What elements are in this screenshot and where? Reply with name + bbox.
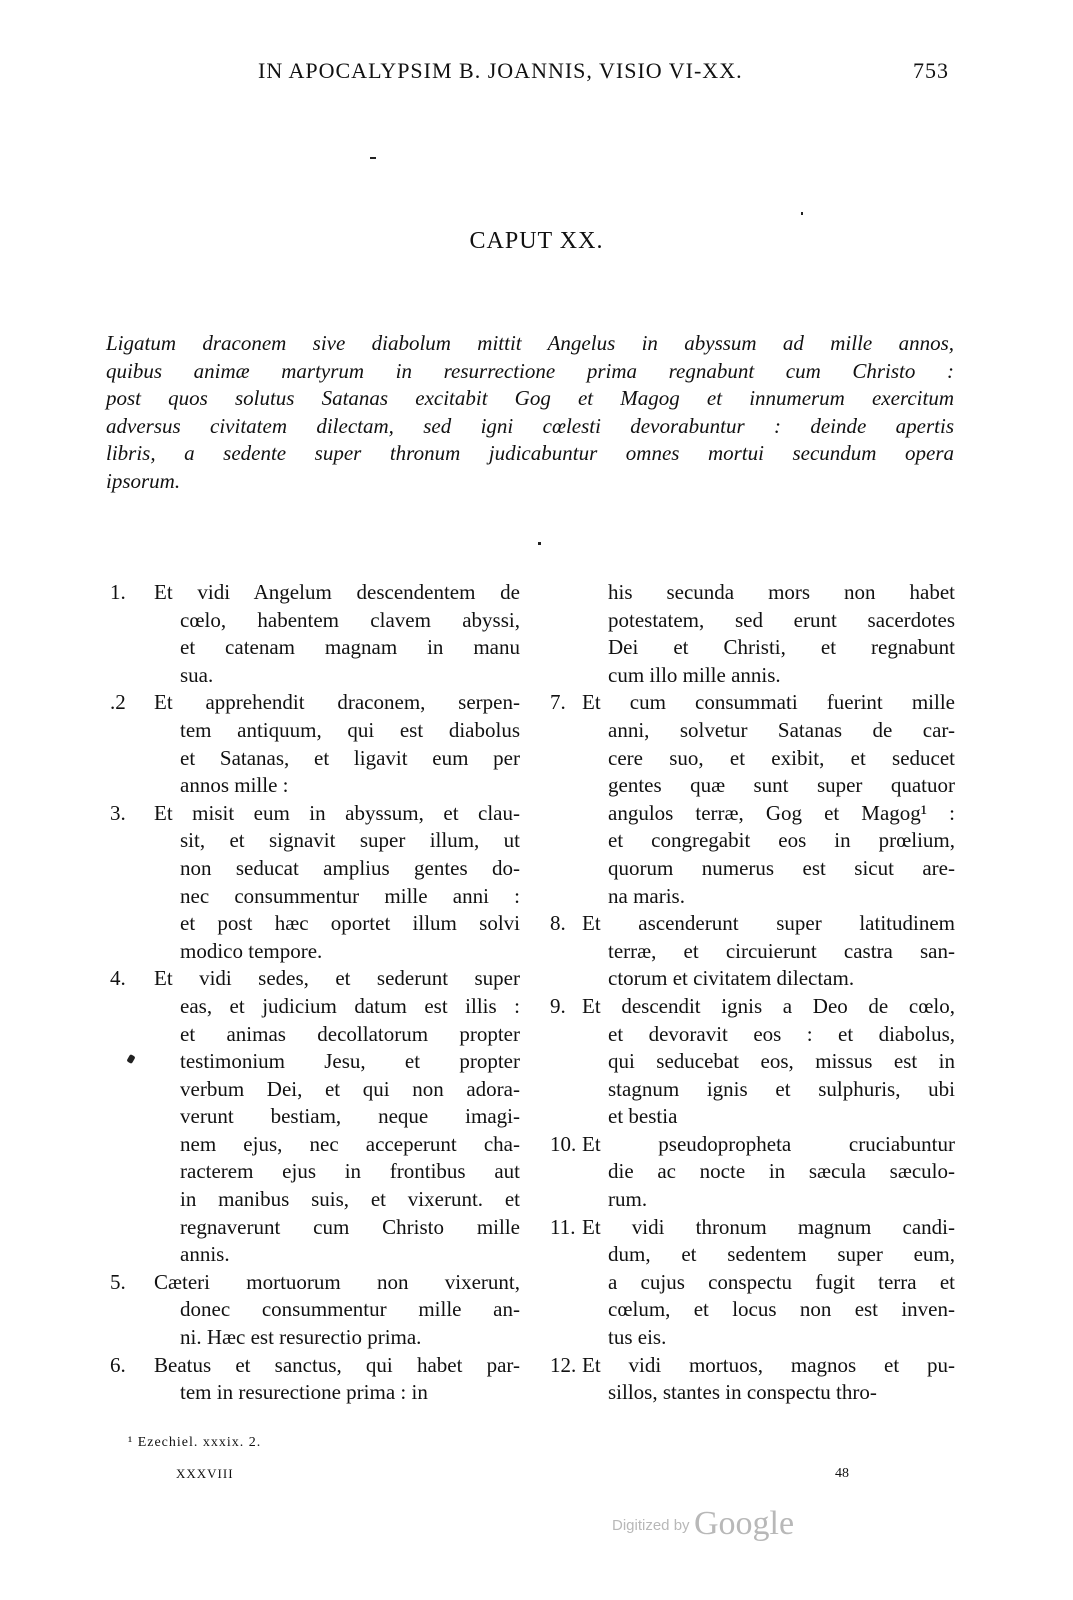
verse-line: nem ejus, nec acceperunt cha- [180,1131,520,1156]
verse-line: ni. Hæc est resurectio prima. [180,1325,422,1350]
verse-line: Et ascenderunt super latitudinem [582,911,955,936]
verse-number: 10. [550,1131,577,1156]
verse [550,1131,955,1214]
verse-line: annos mille : [180,773,289,798]
summary-line: post quos solutus Satanas excitabit Gog et Magog et innumerum exercitum [106,386,954,410]
verse-line: na maris. [608,883,685,908]
verse-line: cum illo mille annis. [608,662,781,687]
watermark-prefix: Digitized by [612,1517,690,1534]
verse-number: 9. [550,993,566,1018]
sheet-number: 48 [835,1466,849,1481]
print-speck [370,157,376,159]
chapter-title: CAPUT XX. [469,228,604,254]
verse-line: et Satanas, et ligavit eum per [180,745,520,770]
verse-line: donec consummentur mille an- [180,1297,520,1322]
verse-line: cœlo, habentem clavem abyssi, [180,607,520,632]
verse-line: et congregabit eos in prœlium, [608,828,955,853]
verse [550,579,955,689]
left-column [110,579,520,1407]
verse-number: 11. [550,1214,576,1239]
verse [110,965,520,1269]
verse [550,1352,955,1407]
verse [550,689,955,910]
footnote: ¹ Ezechiel. xxxix. 2. [128,1435,262,1450]
verse-line: qui seducebat eos, missus est in [608,1049,955,1074]
verse-number: 1. [110,580,126,604]
verse-line: stagnum ignis et sulphuris, ubi [608,1076,955,1101]
verse-line: tus eis. [608,1325,667,1350]
running-header [0,58,1073,88]
summary-line: libris, a sedente super thronum judicabuntur omnes mortui secundum opera [106,441,954,465]
verse-line: gentes quæ sunt super quatuor [608,773,955,798]
verse-line: quorum numerus est sicut are- [608,855,955,880]
verse-line: terræ, et circuierunt castra san- [608,938,955,963]
verse-line: annis. [180,1242,230,1267]
verse [110,1352,520,1407]
verse-line: regnaverunt cum Christo mille [180,1214,520,1239]
verse-line: non seducat amplius gentes do- [180,855,520,880]
verse-number: 3. [110,800,126,825]
verse-line: dum, et sedentem super eum, [608,1242,955,1267]
verse-line: et catenam magnam in manu [180,635,520,660]
signature-mark: XXXVIII [176,1466,234,1481]
verse-line: tem antiquum, qui est diabolus [180,717,520,742]
verse [110,800,520,966]
digitized-watermark [612,1505,794,1543]
summary-line: ipsorum. [106,468,181,493]
verse-line: testimonium Jesu, et propter [180,1049,520,1074]
google-logo: Google [694,1505,795,1542]
summary-line: adversus civitatem dilectam, sed igni cœlesti devorabuntur : deinde apertis [106,413,954,438]
verse [550,993,955,1131]
right-column [550,579,955,1407]
verse-number: 8. [550,911,566,936]
verse-line: Cæteri mortuorum non vixerunt, [154,1269,520,1294]
print-speck [538,542,541,545]
running-title: IN APOCALYPSIM B. JOANNIS, VISIO VI-XX. [258,58,743,83]
verse-line: Et vidi mortuos, magnos et pu- [582,1352,955,1377]
verse-line: sit, et signavit super illum, ut [180,828,520,853]
verse-line: modico tempore. [180,938,323,963]
print-speck [801,212,803,215]
verse-number: 7. [550,690,566,715]
verse-line: die ac nocte in sæcula sæculo- [608,1159,955,1184]
verse [110,1269,520,1352]
verse-line: et bestia [608,1104,678,1129]
verse-line: angulos terræ, Gog et Magog¹ : [608,800,955,825]
verse-number: .2 [110,690,126,715]
verse-line: anni, solvetur Satanas de car- [608,717,955,742]
verse-line: Et vidi sedes, et sederunt super [154,966,520,991]
verse-line: in manibus suis, et vixerunt. et [180,1187,520,1212]
summary-line: quibus animæ martyrum in resurrectione prima regnabunt cum Christo : [106,358,954,383]
verse-line: Beatus et sanctus, qui habet par- [154,1352,520,1377]
verse-line: verunt bestiam, neque imagi- [180,1104,520,1129]
verse-line: Et misit eum in abyssum, et clau- [154,800,520,825]
verse-number: 12. [550,1352,577,1377]
verse-line: Et apprehendit draconem, serpen- [154,690,520,715]
verse-line: et animas decollatorum propter [180,1021,520,1046]
verse-line: Et vidi Angelum descendentem de [154,580,520,604]
verse-line: a cujus conspectu fugit terra et [608,1269,955,1294]
chapter-summary [106,330,954,495]
verse-line: cœlum, et locus non est inven- [608,1297,955,1322]
verse [110,689,520,799]
verse-number: 5. [110,1269,126,1294]
verse [550,910,955,993]
verse-line: eas, et judicium datum est illis : [180,993,520,1018]
verse-line: cere suo, et exibit, et seducet [608,745,955,770]
summary-line: Ligatum draconem sive diabolum mittit Angelus in abyssum ad mille annos, [106,331,954,355]
verse-line: potestatem, sed erunt sacerdotes [608,607,955,632]
verse-number: 6. [110,1352,126,1377]
verse-line: Et pseudopropheta cruciabuntur [582,1131,955,1156]
verse-line: Dei et Christi, et regnabunt [608,635,955,660]
verse-line: Et descendit ignis a Deo de cœlo, [582,993,955,1018]
verse-line: his secunda mors non habet [608,580,955,604]
verse-line: ctorum et civitatem dilectam. [608,966,855,991]
verse-line: Et cum consummati fuerint mille [582,690,955,715]
verse-line: sua. [180,662,214,687]
verse-line: sillos, stantes in conspectu thro- [608,1380,877,1405]
verse-line: rum. [608,1187,648,1212]
verse-line: racterem ejus in frontibus aut [180,1159,520,1184]
verse-line: Et vidi thronum magnum candi- [582,1214,955,1239]
verse-line: et devoravit eos : et diabolus, [608,1021,955,1046]
verse-line: et post hæc oportet illum solvi [180,911,520,936]
verse [110,579,520,689]
verse-number: 4. [110,966,126,991]
verse-line: nec consummentur mille anni : [180,883,520,908]
verse [550,1214,955,1352]
page-number: 753 [913,58,949,83]
verse-line: verbum Dei, et qui non adora- [180,1076,520,1101]
verse-line: tem in resurectione prima : in [180,1380,428,1405]
